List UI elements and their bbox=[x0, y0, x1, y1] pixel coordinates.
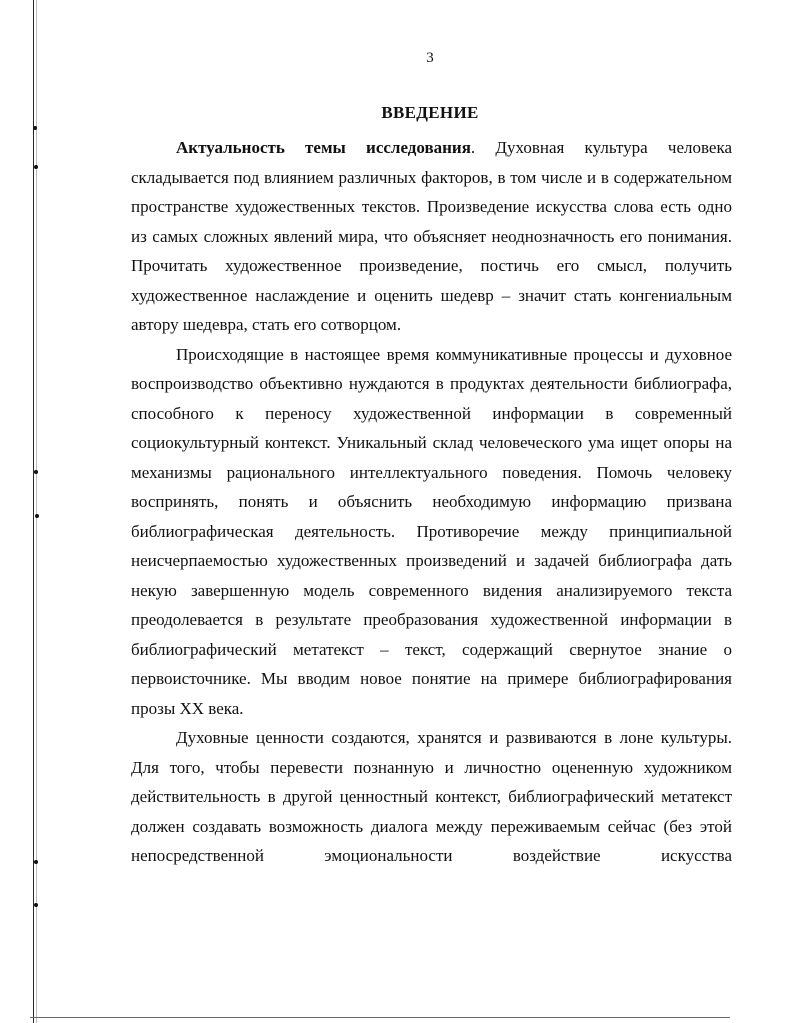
scan-binding-mark bbox=[34, 470, 38, 474]
paragraph-text: Духовные ценности создаются, хранятся и развиваются в лоне культуры. Для того, чтобы перевести познанную и личностно оцененную художником действительность в другой ценностный контекст, библиографический метатекст должен создавать возможность диалога между переживаемым сейчас (без этой непосредственной эмоциональности воздействие искусства bbox=[131, 728, 732, 865]
paragraph-relevance bbox=[131, 133, 732, 340]
body-text bbox=[131, 133, 732, 871]
paragraph-communication bbox=[131, 340, 732, 724]
paragraph-text: Происходящие в настоящее время коммуникативные процессы и духовное воспроизводство объективно нуждаются в продуктах деятельности библиографа, способного к переносу художественной информации в современный социокультурный контекст. Уникальный склад человеческого ума ищет опоры на механизмы рационального интеллектуального поведения. Помочь человеку воспринять, понять и объяснить необходимую информацию призвана библиографическая деятельность. Противоречие между принципиальной неисчерпаемостью художественных произведений и задачей библиографа дать некую завершенную модель современного видения анализируемого текста преодолевается в результате преобразования художественной информации в библиографический метатекст – текст, содержащий свернутое знание о первоисточнике. Мы вводим новое понятие на примере библиографирования прозы XX века. bbox=[131, 344, 732, 718]
page-number: 3 bbox=[426, 50, 434, 66]
scan-bottom-edge bbox=[30, 1017, 730, 1018]
scan-binding-mark bbox=[33, 126, 37, 130]
scan-page-edge bbox=[33, 0, 34, 1023]
scan-page-edge-shadow bbox=[36, 0, 37, 1023]
paragraph-lead: Актуальность темы исследования bbox=[176, 138, 471, 157]
paragraph-lead-punct: . bbox=[470, 138, 476, 157]
scan-binding-mark bbox=[34, 860, 38, 864]
paragraph-values bbox=[131, 723, 732, 871]
scan-binding-mark bbox=[34, 903, 38, 907]
scan-binding-mark bbox=[34, 165, 38, 169]
scan-binding-mark bbox=[35, 514, 39, 518]
section-heading: ВВЕДЕНИЕ bbox=[381, 103, 479, 122]
paragraph-text: Духовная культура человека складывается под влиянием различных факторов, в том числе и в содержательном пространстве художественных текстов. Произведение искусства слова есть одно из самых сложных явлений мира, что объясняет неоднозначность его понимания. Прочитать художественное произведение, постичь его смысл, получить художественное наслаждение и оценить шедевр – значит стать конгениальным автору шедевра, стать его сотворцом. bbox=[131, 138, 732, 334]
